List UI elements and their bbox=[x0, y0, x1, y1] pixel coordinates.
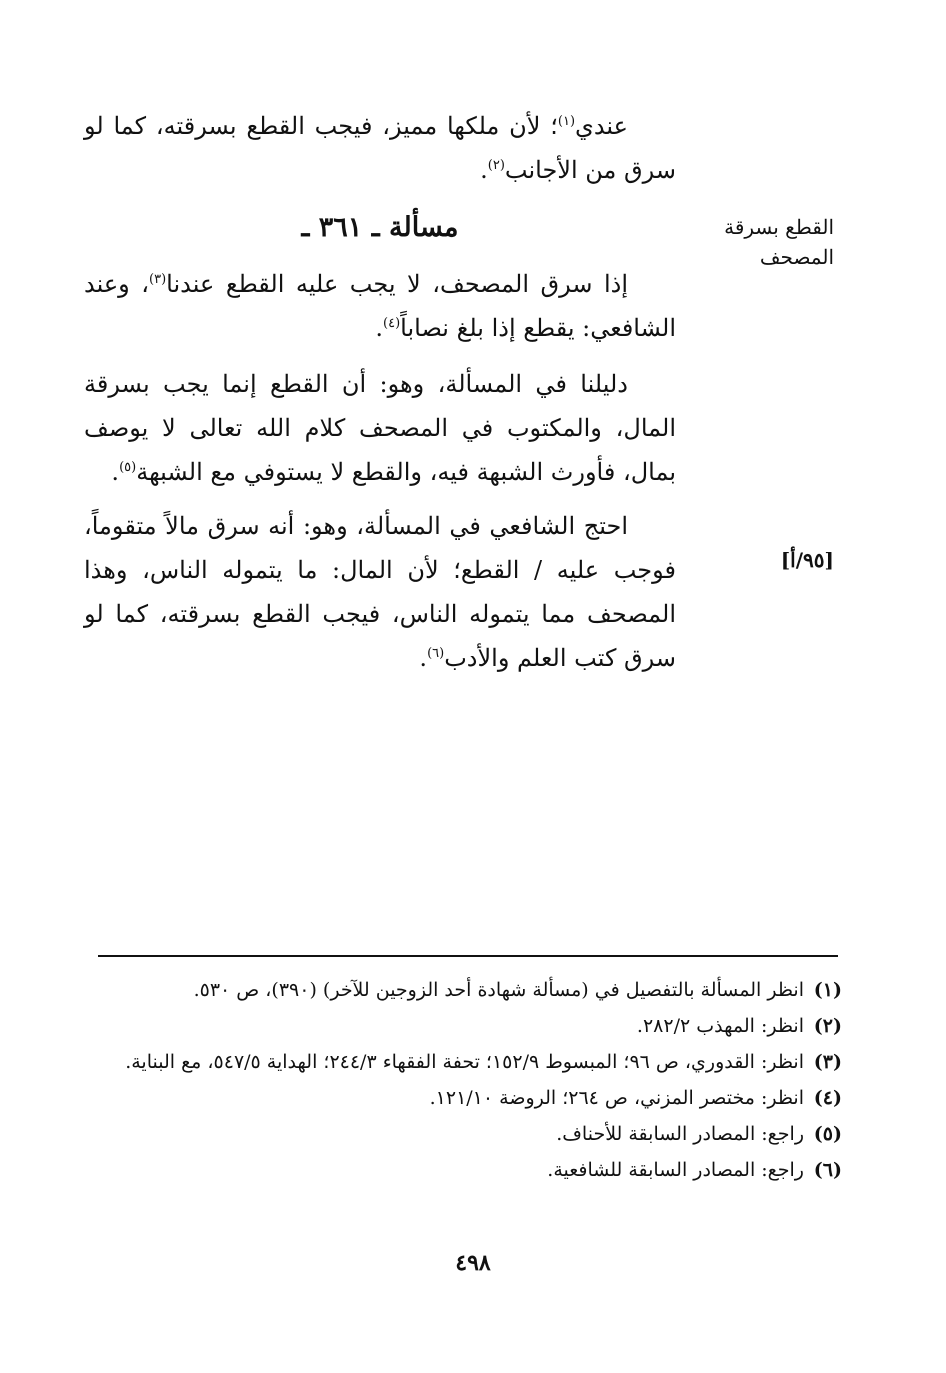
footnote-ref[interactable]: (٦) bbox=[427, 646, 445, 661]
footnote-item bbox=[98, 1152, 842, 1188]
footnote-item bbox=[98, 1044, 842, 1080]
paragraph-statement bbox=[84, 262, 676, 350]
footnote-number: (٥) bbox=[813, 1123, 842, 1145]
footnote-number: (١) bbox=[813, 979, 842, 1001]
footnote-item bbox=[98, 1116, 842, 1152]
paragraph-text: ، وعند الشافعي: يقطع إذا بلغ نصاباً bbox=[84, 270, 676, 342]
footnote-item bbox=[98, 1080, 842, 1116]
continued-paragraph bbox=[84, 104, 676, 192]
footnote-text: انظر المسألة بالتفصيل في (مسألة شهادة أحد الزوجين للآخر) (٣٩٠)، ص ٥٣٠. bbox=[193, 979, 804, 1001]
footnote-number: (٦) bbox=[813, 1159, 842, 1181]
paragraph-evidence bbox=[84, 362, 676, 494]
paragraph-text: . bbox=[480, 156, 488, 184]
issue-heading: مسألة ـ ٣٦١ ـ bbox=[301, 212, 459, 243]
footnote-text: انظر: مختصر المزني، ص ٢٦٤؛ الروضة ١٢١/١٠. bbox=[429, 1087, 804, 1109]
footnote-ref[interactable]: (٥) bbox=[119, 460, 137, 475]
footnote-item bbox=[98, 972, 842, 1008]
footnotes-section bbox=[98, 972, 842, 1188]
paragraph-text: إذا سرق المصحف، لا يجب عليه القطع عندنا bbox=[166, 270, 629, 298]
paragraph-text: . bbox=[111, 458, 120, 486]
paragraph-text: دليلنا في المسألة، وهو: أن القطع إنما يجب بسرقة المال، والمكتوب في المصحف كلام الله تعالى لا يوصف بمال، فأورث الشبهة فيه، والقطع لا يستوفي مع الشبهة bbox=[84, 370, 676, 486]
footnote-ref[interactable]: (٣) bbox=[149, 272, 167, 287]
margin-note: القطع بسرقة المصحف bbox=[724, 215, 834, 269]
footnote-text: انظر: المهذب ٢٨٢/٢. bbox=[636, 1015, 804, 1037]
footnote-ref[interactable]: (١) bbox=[557, 114, 576, 129]
footnote-text: راجع: المصادر السابقة للشافعية. bbox=[547, 1159, 804, 1181]
paragraph-text: احتج الشافعي في المسألة، وهو: أنه سرق مالاً متقوماً، فوجب عليه / القطع؛ لأن المال: ما يتموله الناس، وهذا المصحف مما يتموله الناس، فيجب القطع بسرقته، كما لو سرق كتب العلم والأدب bbox=[84, 512, 676, 672]
footnote-text: راجع: المصادر السابقة للأحناف. bbox=[556, 1123, 804, 1145]
footnote-ref[interactable]: (٢) bbox=[487, 158, 505, 173]
paragraph-text: . bbox=[375, 314, 383, 342]
folio-marker: [٩٥/أ] bbox=[780, 548, 834, 572]
footnote-text: انظر: القدوري، ص ٩٦؛ المبسوط ١٥٢/٩؛ تحفة الفقهاء ٢٤٤/٣؛ الهداية ٥٤٧/٥، مع البناية. bbox=[125, 1051, 804, 1073]
footnote-ref[interactable]: (٤) bbox=[383, 316, 401, 331]
footnote-number: (٤) bbox=[813, 1087, 842, 1109]
footnote-divider bbox=[98, 955, 838, 957]
paragraph-text: ؛ لأن ملكها مميز، فيجب القطع بسرقته، كما لو سرق من الأجانب bbox=[84, 112, 676, 184]
footnote-item bbox=[98, 1008, 842, 1044]
page-number: ٤٩٨ bbox=[455, 1250, 491, 1276]
footnote-number: (٣) bbox=[813, 1051, 842, 1073]
paragraph-text: عندي bbox=[575, 112, 628, 140]
paragraph-counterargument bbox=[84, 504, 676, 680]
paragraph-text: . bbox=[419, 644, 428, 672]
footnote-number: (٢) bbox=[813, 1015, 842, 1037]
